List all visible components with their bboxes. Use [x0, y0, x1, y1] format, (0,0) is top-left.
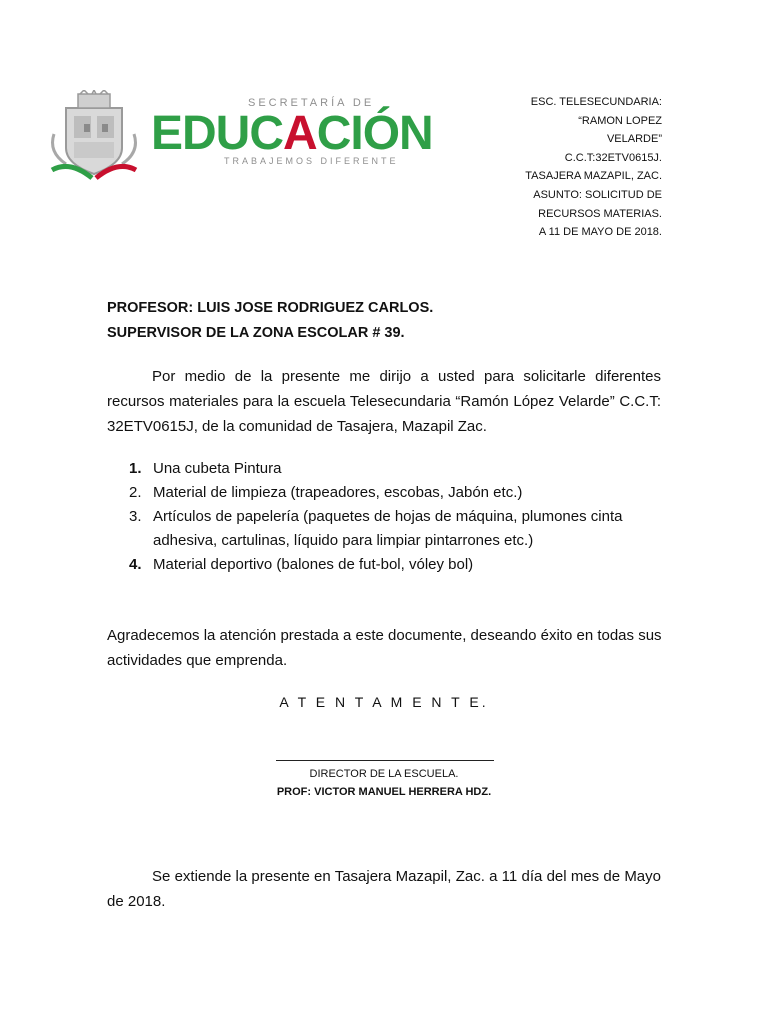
- header-line: ASUNTO: SOLICITUD DE: [533, 188, 662, 201]
- signature-block: [0, 765, 768, 801]
- wordmark-accent: A: [283, 107, 317, 160]
- list-text: Artículos de papelería (paquetes de hojas de máquina, plumones cinta adhesiva, cartulinas, líquido para limpiar pintarrones etc.): [153, 508, 623, 549]
- issued-statement: Se extiende la presente en Tasajera Mazapil, Zac. a 11 día del mes de Mayo de 2018.: [107, 868, 661, 910]
- header-line: TASAJERA MAZAPIL, ZAC.: [525, 170, 662, 183]
- signer-name: PROF: VICTOR MANUEL HERRERA HDZ.: [276, 786, 492, 798]
- addressee: [107, 296, 667, 346]
- header-line: “RAMON LOPEZ: [578, 114, 662, 127]
- list-item: [107, 553, 667, 577]
- wordmark-left: EDUC: [151, 107, 284, 160]
- secretaria-label: SECRETARÍA DE: [248, 97, 375, 109]
- education-logo: [44, 90, 484, 190]
- list-number: 2.: [129, 484, 142, 501]
- list-text: Material deportivo (balones de fut-bol, vóley bol): [153, 556, 474, 573]
- list-item: [107, 481, 667, 505]
- list-number: 4.: [129, 556, 142, 573]
- logo-tagline: TRABAJEMOS DIFERENTE: [224, 156, 399, 166]
- list-text: Una cubeta Pintura: [153, 460, 282, 477]
- signer-role: DIRECTOR DE LA ESCUELA.: [309, 768, 459, 780]
- signature-line: [276, 760, 494, 761]
- header-line: ESC. TELESECUNDARIA:: [530, 96, 662, 108]
- list-text: Material de limpieza (trapeadores, escobas, Jabón etc.): [153, 484, 523, 501]
- thanks-paragraph: Agradecemos la atención prestada a este documente, deseando éxito en todas sus actividades que emprenda.: [107, 627, 662, 669]
- list-item: [107, 505, 667, 553]
- materials-list: [107, 457, 667, 577]
- letter-header: [482, 93, 662, 242]
- header-line: RECURSOS MATERIAS.: [538, 207, 662, 220]
- educacion-wordmark: [151, 104, 433, 164]
- addressee-title: SUPERVISOR DE LA ZONA ESCOLAR # 39.: [107, 325, 405, 341]
- header-line: A 11 DE MAYO DE 2018.: [538, 226, 662, 239]
- closing-salutation: A T E N T A M E N T E.: [279, 694, 489, 710]
- request-paragraph: Por medio de la presente me dirijo a usted para solicitarle diferentes recursos materiales para la escuela Telesecundaria “Ramón López Velarde” C.C.T: 32ETV0615J, de la comunidad de Tasajera, Mazapil Zac.: [107, 368, 661, 435]
- header-line: C.C.T:32ETV0615J.: [564, 151, 662, 164]
- list-number: 1.: [129, 460, 142, 477]
- list-item: [107, 457, 667, 481]
- wordmark-right: CIÓN: [316, 107, 433, 160]
- municipal-seal-icon: [44, 90, 144, 182]
- header-line: VELARDE”: [606, 133, 662, 146]
- addressee-name: PROFESOR: LUIS JOSE RODRIGUEZ CARLOS.: [107, 300, 434, 316]
- list-number: 3.: [129, 508, 142, 525]
